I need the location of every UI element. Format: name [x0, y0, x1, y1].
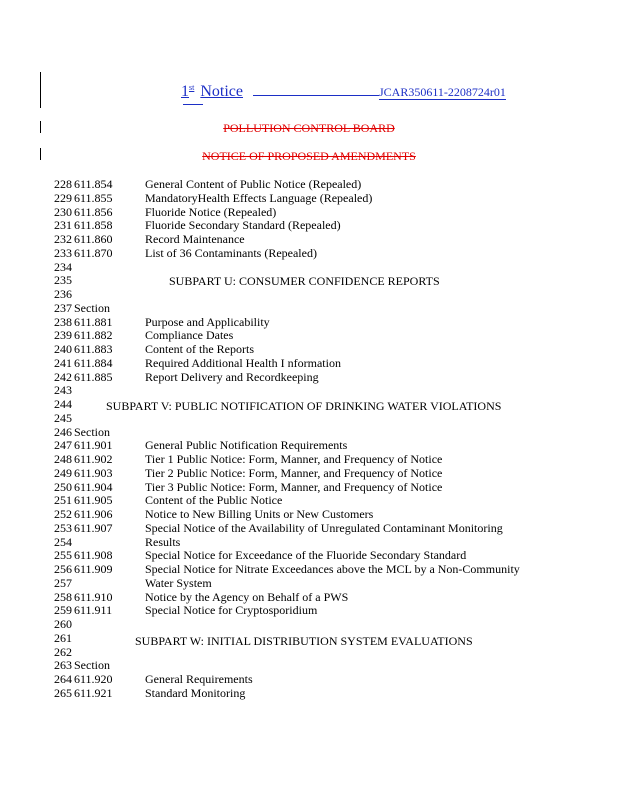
document-line [54, 383, 145, 397]
document-line [54, 191, 372, 205]
line-number: 247 [54, 438, 72, 453]
line-number: 252 [54, 507, 72, 521]
document-line [54, 438, 347, 452]
line-number: 230 [54, 204, 72, 219]
section-title: Content of the Reports [145, 342, 254, 356]
line-number: 237 [54, 300, 72, 315]
document-line [54, 658, 145, 672]
document-line [54, 287, 145, 301]
line-number: 246 [54, 424, 72, 439]
section-title: Standard Monitoring [145, 685, 246, 700]
line-number: 238 [54, 314, 72, 329]
section-number: 611.910 [74, 589, 113, 604]
line-number: 235 [54, 273, 72, 288]
section-number: 611.902 [74, 452, 113, 466]
board-name: POLLUTION CONTROL BOARD [223, 121, 395, 135]
page-header [181, 82, 506, 101]
section-title: List of 36 Contaminants (Repealed) [145, 245, 317, 260]
section-number: 611.854 [74, 177, 113, 191]
notice-superscript: st [189, 82, 195, 92]
section-title: Record Maintenance [145, 232, 245, 246]
line-number: 243 [54, 383, 72, 398]
line-number: 239 [54, 328, 72, 343]
document-line [54, 397, 145, 411]
line-number: 241 [54, 355, 72, 370]
document-line [54, 493, 282, 507]
section-number: 611.920 [74, 672, 113, 686]
document-line [54, 273, 145, 287]
document-line [54, 617, 145, 631]
document-line [54, 576, 212, 590]
document-line [54, 452, 442, 466]
line-number: 255 [54, 548, 72, 563]
section-number: 611.903 [74, 465, 113, 480]
section-number: 611.921 [74, 685, 113, 700]
section-title: Notice by the Agency on Behalf of a PWS [145, 589, 349, 604]
document-line [54, 246, 317, 260]
line-number: 263 [54, 658, 72, 673]
section-number: 611.901 [74, 438, 113, 453]
section-number: 611.911 [74, 603, 113, 618]
section-title: General Content of Public Notice (Repealed) [145, 177, 362, 191]
section-title: Report Delivery and Recordkeeping [145, 369, 319, 384]
document-line [54, 603, 317, 617]
line-number: 251 [54, 493, 72, 508]
line-number: 261 [54, 630, 72, 645]
document-line [54, 521, 503, 535]
document-line [54, 218, 341, 232]
section-number: 611.881 [74, 314, 113, 329]
line-number: 234 [54, 259, 72, 274]
line-number: 250 [54, 479, 72, 494]
section-number: 611.904 [74, 479, 113, 494]
document-line [54, 356, 341, 370]
section-title: Special Notice for Nitrate Exceedances above the MCL by a Non-Community [145, 562, 520, 576]
section-title: MandatoryHealth Effects Language (Repealed) [145, 190, 373, 205]
document-line [54, 205, 276, 219]
section-title: Special Notice of the Availability of Unregulated Contaminant Monitoring [145, 520, 503, 535]
section-title: Water System [145, 575, 212, 590]
line-number: 232 [54, 232, 72, 246]
line-number: 265 [54, 685, 72, 700]
section-number: Section [74, 424, 110, 439]
line-number: 231 [54, 218, 72, 233]
line-number: 242 [54, 369, 72, 384]
section-title: General Requirements [145, 672, 253, 686]
section-title: Notice to New Billing Units or New Customers [145, 507, 374, 521]
document-line [54, 535, 180, 549]
document-line [54, 411, 145, 425]
change-bar [40, 72, 41, 108]
section-title: General Public Notification Requirements [145, 438, 348, 453]
section-number: 611.882 [74, 328, 113, 343]
notice-heading: NOTICE OF PROPOSED AMENDMENTS [202, 149, 416, 163]
document-line [54, 370, 319, 384]
notice-title: Notice [200, 83, 243, 100]
document-line [54, 260, 145, 274]
section-number: 611.860 [74, 232, 113, 246]
section-title: Special Notice for Cryptosporidium [145, 603, 318, 618]
document-line [54, 686, 245, 700]
line-number: 254 [54, 534, 72, 549]
document-line [54, 548, 466, 562]
section-title: Purpose and Applicability [145, 314, 270, 329]
subpart-v-heading: SUBPART V: PUBLIC NOTIFICATION OF DRINKING WATER VIOLATIONS [106, 399, 502, 413]
section-number: 611.856 [74, 204, 113, 219]
line-number: 248 [54, 452, 72, 466]
document-line [54, 232, 245, 246]
section-number: 611.885 [74, 369, 113, 384]
section-title: Fluoride Secondary Standard (Repealed) [145, 218, 341, 233]
line-number: 229 [54, 190, 72, 205]
header-underline [253, 82, 379, 96]
section-number: 611.858 [74, 218, 113, 233]
line-number: 233 [54, 245, 72, 260]
line-number: 240 [54, 342, 72, 356]
section-title: Tier 2 Public Notice: Form, Manner, and Frequency of Notice [145, 465, 443, 480]
section-number: 611.906 [74, 507, 113, 521]
document-line [54, 177, 361, 191]
section-title: Tier 3 Public Notice: Form, Manner, and Frequency of Notice [145, 479, 443, 494]
notice-number: 1 [181, 83, 189, 100]
section-title: Special Notice for Exceedance of the Fluoride Secondary Standard [145, 548, 467, 563]
section-number: 611.905 [74, 493, 113, 508]
line-number: 257 [54, 575, 72, 590]
line-number: 236 [54, 287, 72, 301]
document-line [54, 590, 348, 604]
section-title: Required Additional Health I nformation [145, 355, 341, 370]
section-number: 611.909 [74, 562, 113, 576]
line-number: 264 [54, 672, 72, 686]
subpart-w-heading: SUBPART W: INITIAL DISTRIBUTION SYSTEM EVALUATIONS [135, 634, 473, 648]
document-line [54, 562, 520, 576]
document-line [54, 315, 270, 329]
line-number: 262 [54, 644, 72, 659]
section-number: 611.884 [74, 355, 113, 370]
document-line [54, 631, 145, 645]
line-number: 244 [54, 397, 72, 411]
line-number: 258 [54, 589, 72, 604]
document-line [54, 507, 373, 521]
section-number: Section [74, 300, 110, 315]
line-number: 253 [54, 520, 72, 535]
document-line [54, 301, 145, 315]
document-line [54, 480, 442, 494]
document-line [54, 342, 254, 356]
section-title: Tier 1 Public Notice: Form, Manner, and Frequency of Notice [145, 452, 443, 466]
section-number: Section [74, 658, 110, 673]
section-title: Fluoride Notice (Repealed) [145, 204, 277, 219]
document-line [54, 425, 145, 439]
section-title: Results [145, 534, 181, 549]
document-line [54, 328, 233, 342]
section-number: 611.908 [74, 548, 113, 563]
section-number: 611.855 [74, 190, 113, 205]
document-line [54, 645, 145, 659]
line-number: 260 [54, 617, 72, 631]
line-number: 228 [54, 177, 72, 191]
section-number: 611.870 [74, 245, 113, 260]
document-line [54, 466, 442, 480]
line-number: 245 [54, 410, 72, 425]
subpart-u-heading: SUBPART U: CONSUMER CONFIDENCE REPORTS [169, 274, 440, 288]
doc-id: JCAR350611-2208724r01 [379, 85, 506, 99]
line-number: 256 [54, 562, 72, 576]
line-number: 249 [54, 465, 72, 480]
section-title: Content of the Public Notice [145, 493, 283, 508]
section-number: 611.883 [74, 342, 113, 356]
line-number: 259 [54, 603, 72, 618]
header-double-underline [183, 104, 203, 105]
section-number: 611.907 [74, 520, 113, 535]
document-line [54, 672, 253, 686]
section-title: Compliance Dates [145, 328, 234, 343]
